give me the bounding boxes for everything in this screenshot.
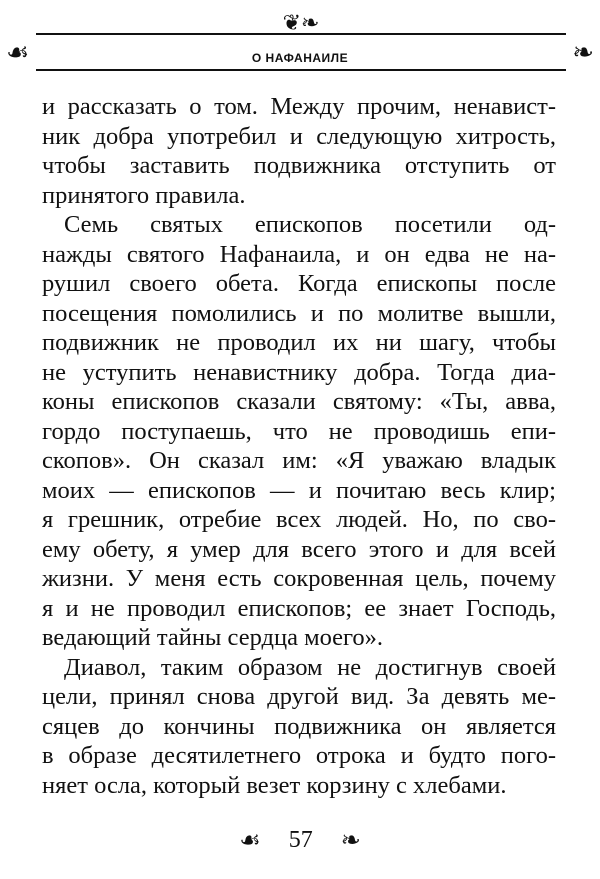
paragraph bbox=[42, 92, 556, 210]
text-line: Диавол, таким образом не достигнув своей bbox=[64, 653, 556, 681]
text-line: цели, принял снова другой вид. За девять ме- bbox=[42, 683, 556, 710]
text-line: в образе десятилетнего отрока и будто пого- bbox=[42, 742, 556, 769]
right-fleuron-icon: ❧ bbox=[340, 828, 361, 854]
text-line: подвижник не проводил их ни шагу, чтобы bbox=[42, 329, 556, 356]
page-body-text bbox=[42, 92, 556, 800]
text-line: жизни. У меня есть сокровенная цель, почему bbox=[42, 565, 556, 592]
text-line: моих — епископов — и почитаю весь клир; bbox=[42, 476, 556, 504]
text-line: ведающий тайны сердца моего». bbox=[42, 624, 384, 651]
text-line: гордо поступаешь, что не проводишь епи- bbox=[42, 417, 556, 445]
text-line: няет осла, который везет корзину с хлебами. bbox=[42, 771, 507, 799]
text-line: принятого правила. bbox=[42, 181, 246, 209]
right-fleuron-icon: ❧ bbox=[572, 38, 594, 67]
text-line: сяцев до кончины подвижника он является bbox=[42, 712, 556, 740]
page-header bbox=[0, 0, 600, 90]
text-line: и рассказать о том. Между прочим, ненавист- bbox=[42, 93, 556, 120]
paragraph bbox=[42, 210, 556, 653]
text-line: посещения помолились и по молитве вышли, bbox=[42, 299, 556, 327]
header-bottom-rule bbox=[36, 69, 566, 71]
text-line: коны епископов сказали святому: «Ты, авва, bbox=[42, 388, 556, 415]
text-line: я грешник, отребие всех людей. Но, по сво- bbox=[42, 506, 556, 533]
paragraph bbox=[42, 653, 556, 801]
text-line: скопов». Он сказал им: «Я уважаю владык bbox=[42, 447, 556, 474]
text-line: Семь святых епископов посетили од- bbox=[64, 211, 556, 238]
text-line: я и не проводил епископов; ее знает Господь, bbox=[42, 594, 556, 622]
text-line: рушил своего обета. Когда епископы после bbox=[42, 270, 556, 297]
text-line: ему обету, я умер для всего этого и для всей bbox=[42, 535, 556, 563]
text-line: ник добра употребил и следующую хитрость, bbox=[42, 122, 556, 150]
header-top-rule bbox=[36, 33, 566, 35]
crown-ornament-icon: ❦❧ bbox=[282, 10, 320, 35]
left-fleuron-icon: ☙ bbox=[6, 38, 30, 67]
left-fleuron-icon: ☙ bbox=[239, 828, 261, 854]
running-title: О НАФАНАИЛЕ bbox=[251, 51, 349, 65]
text-line: нажды святого Нафанаила, и он едва не на- bbox=[42, 240, 556, 268]
text-line: чтобы заставить подвижника отступить от bbox=[42, 152, 556, 179]
page-number: 57 bbox=[288, 827, 313, 853]
text-line: не уступить ненавистнику добра. Тогда диа- bbox=[42, 358, 556, 386]
page-footer bbox=[0, 826, 600, 855]
